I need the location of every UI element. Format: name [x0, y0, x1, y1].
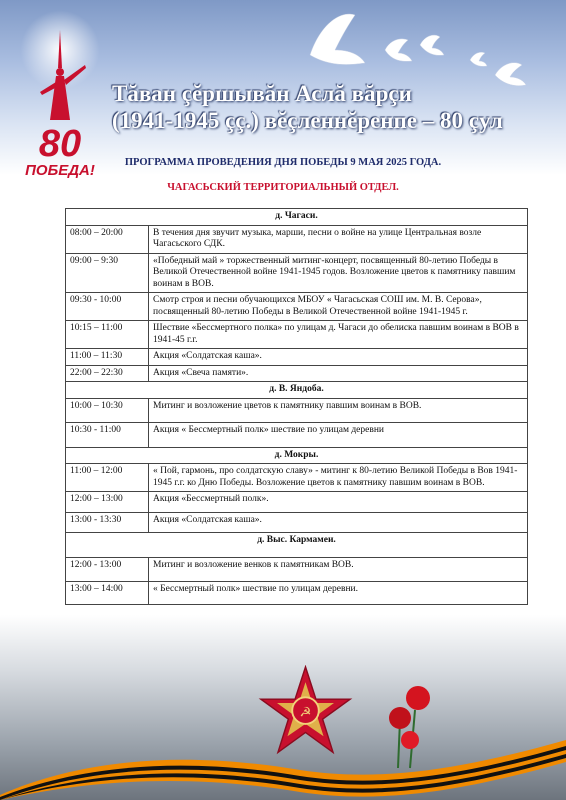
event-time: 09:30 - 10:00: [66, 293, 149, 321]
red-star-order-icon: [258, 665, 353, 760]
event-time: 08:00 – 20:00: [66, 225, 149, 253]
event-text: Митинг и возложение цветов к памятнику павшим воинам в ВОВ.: [149, 398, 528, 423]
program-title: ПРОГРАММА ПРОВЕДЕНИЯ ДНЯ ПОБЕДЫ 9 МАЯ 2025 ГОДА.: [124, 157, 442, 168]
table-row: [66, 253, 528, 293]
title-line-2: (1941-1945 çç.) вĕçленнĕренпе – 80 çул: [112, 108, 503, 133]
motherland-statue-icon: [30, 30, 90, 125]
table-row: [66, 349, 528, 366]
table-row: [66, 365, 528, 382]
event-time: 11:00 – 11:30: [66, 349, 149, 366]
victory-80-badge: [22, 125, 98, 179]
table-row: [66, 492, 528, 513]
village-name: д. В. Яндоба.: [66, 382, 528, 399]
table-row: [66, 225, 528, 253]
event-text: Митинг и возложение венков к памятникам ВОВ.: [149, 557, 528, 582]
village-row: [66, 533, 528, 558]
table-row: [66, 464, 528, 492]
event-text: Акция «Солдатская каша».: [149, 512, 528, 533]
event-text: Акция «Свеча памяти».: [149, 365, 528, 382]
village-name: д. Мокры.: [66, 447, 528, 464]
village-name: д. Выс. Кармамеи.: [66, 533, 528, 558]
table-row: [66, 293, 528, 321]
event-text: Смотр строя и песни обучающихся МБОУ « Чагасьская СОШ им. М. В. Серова», посвященный 80-летию Победы в Великой Отечественной войне 1941-1945 г.: [149, 293, 528, 321]
table-row: [66, 423, 528, 448]
event-text: « Пой, гармонь, про солдатскую славу» - митинг к 80-летию Великой Победы в Вов 1941-1945 г.г. ко Дню Победы. Возложение цветов к памятнику павшим воинам в ВОВ.: [149, 464, 528, 492]
event-time: 11:00 – 12:00: [66, 464, 149, 492]
event-time: 12:00 - 13:00: [66, 557, 149, 582]
program-table: [65, 208, 528, 605]
department-title: ЧАГАСЬСКИЙ ТЕРРИТОРИАЛЬНЫЙ ОТДЕЛ.: [167, 182, 399, 193]
event-time: 13:00 – 14:00: [66, 582, 149, 605]
event-time: 10:30 - 11:00: [66, 423, 149, 448]
village-name: д. Чагаси.: [66, 209, 528, 226]
event-text: Акция «Бессмертный полк».: [149, 492, 528, 513]
badge-number: 80: [38, 123, 82, 165]
village-row: [66, 209, 528, 226]
event-time: 13:00 - 13:30: [66, 512, 149, 533]
title-line-1: Тăван çĕршывăн Аслă вăрçи: [112, 81, 412, 106]
event-time: 10:15 – 11:00: [66, 321, 149, 349]
event-time: 12:00 – 13:00: [66, 492, 149, 513]
page-title: [112, 80, 552, 134]
village-row: [66, 447, 528, 464]
village-row: [66, 382, 528, 399]
table-row: [66, 582, 528, 605]
carnation-icon: [380, 680, 440, 770]
event-text: « Бессмертный полк» шествие по улицам деревни.: [149, 582, 528, 605]
event-text: Шествие «Бессмертного полка» по улицам д. Чагаси до обелиска павшим воинам в ВОВ в 1941-45 г.г.: [149, 321, 528, 349]
badge-word: ПОБЕДА!: [25, 162, 95, 179]
event-text: В течения дня звучит музыка, марши, песни о войне на улице Центральная возле Чагасьского СДК.: [149, 225, 528, 253]
event-text: Акция « Бессмертный полк» шествие по улицам деревни: [149, 423, 528, 448]
table-row: [66, 321, 528, 349]
event-time: 09:00 – 9:30: [66, 253, 149, 293]
table-row: [66, 512, 528, 533]
table-row: [66, 398, 528, 423]
event-text: «Победный май » торжественный митинг-концерт, посвященный 80-летию Победы в Великой Отечественной войне 1941-1945 годов. Возложение цветов к памятнику павшим воинам в ВОВ.: [149, 253, 528, 293]
event-time: 22:00 – 22:30: [66, 365, 149, 382]
event-text: Акция «Солдатская каша».: [149, 349, 528, 366]
event-time: 10:00 – 10:30: [66, 398, 149, 423]
table-row: [66, 557, 528, 582]
svg-text:☭: ☭: [299, 705, 312, 721]
